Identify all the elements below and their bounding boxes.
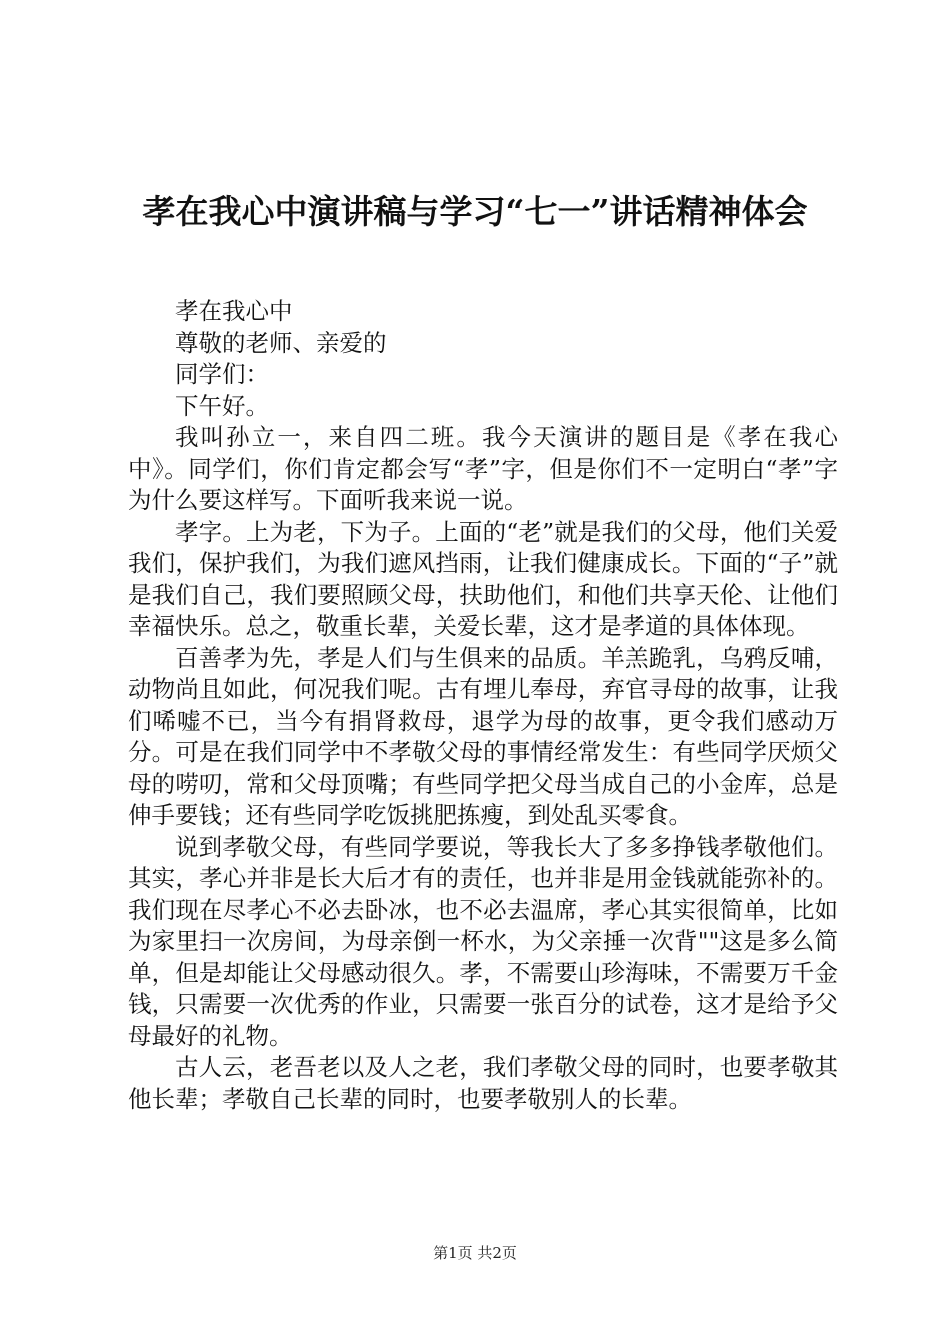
document-body xyxy=(128,296,838,1115)
paragraph-greeting: 下午好。 xyxy=(175,391,269,420)
paragraph: 说到孝敬父母，有些同学要说，等我长大了多多挣钱孝敬他们。其实，孝心并非是长大后才有的责任，也并非是用金钱就能弥补的。我们现在尽孝心不必去卧冰，也不必去温席，孝心其实很简单，比如为家里扫一次房间，为母亲倒一杯水，为父亲捶一次背""这是多么简单，但是却能让父母感动很久。孝，不需要山珍海味，不需要万千金钱，只需要一次优秀的作业，只需要一张百分的试卷，这才是给予父母最好的礼物。 xyxy=(128,832,838,1050)
paragraph-salutation-1: 尊敬的老师、亲爱的 xyxy=(175,328,387,357)
paragraph-heading: 孝在我心中 xyxy=(175,297,293,325)
paragraph-salutation-2: 同学们： xyxy=(175,360,269,388)
document-title: 孝在我心中演讲稿与学习“七一”讲话精神体会 xyxy=(142,192,808,231)
paragraph: 古人云，老吾老以及人之老，我们孝敬父母的同时，也要孝敬其他长辈；孝敬自己长辈的同时，也要孝敬别人的长辈。 xyxy=(128,1053,838,1113)
paragraph: 孝字。上为老，下为子。上面的“老”就是我们的父母，他们关爱我们，保护我们，为我们遮风挡雨，让我们健康成长。下面的“子”就是我们自己，我们要照顾父母，扶助他们，和他们共享天伦、让他们幸福快乐。总之，敬重长辈，关爱长辈，这才是孝道的具体体现。 xyxy=(128,517,838,640)
paragraph: 我叫孙立一，来自四二班。我今天演讲的题目是《孝在我心中》。同学们，你们肯定都会写“孝”字，但是你们不一定明白“孝”字为什么要这样写。下面听我来说一说。 xyxy=(128,423,838,514)
page-number-footer: 第1页 共2页 xyxy=(433,1244,517,1262)
paragraph: 百善孝为先，孝是人们与生俱来的品质。羊羔跪乳，乌鸦反哺，动物尚且如此，何况我们呢。古有埋儿奉母，弃官寻母的故事，让我们唏嘘不已，当今有捐肾救母，退学为母的故事，更令我们感动万分。可是在我们同学中不孝敬父母的事情经常发生：有些同学厌烦父母的唠叨，常和父母顶嘴；有些同学把父母当成自己的小金库，总是伸手要钱；还有些同学吃饭挑肥拣瘦，到处乱买零食。 xyxy=(128,643,838,829)
